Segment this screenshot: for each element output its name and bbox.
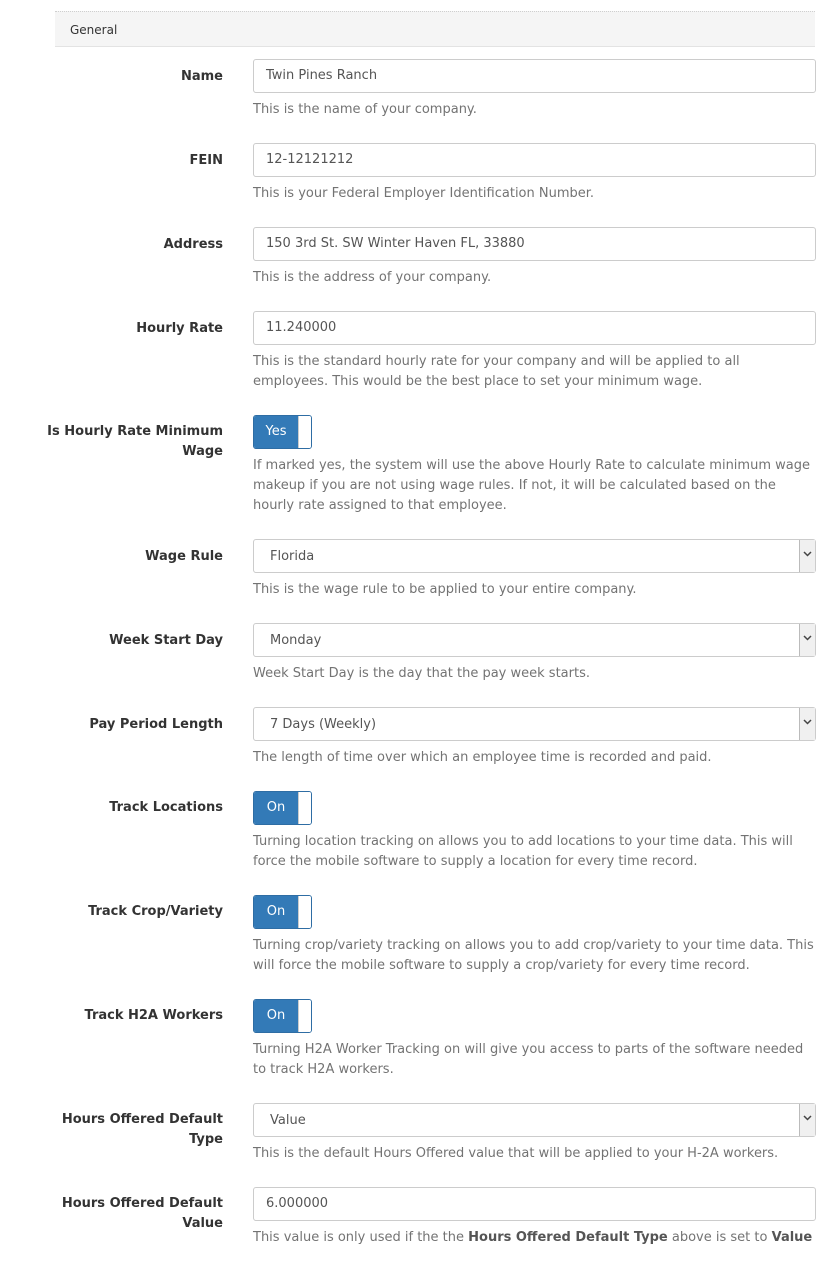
- pay-period-select[interactable]: [253, 707, 816, 741]
- help-text: This is the address of your company.: [253, 270, 492, 285]
- field-label: Hourly Rate: [136, 321, 223, 336]
- track-crop-toggle[interactable]: [253, 895, 312, 929]
- track-locations-toggle[interactable]: [253, 791, 312, 825]
- toggle-handle: [298, 1000, 312, 1032]
- help-prefix: This value is only used if the the: [253, 1230, 469, 1245]
- toggle-handle: [298, 416, 312, 448]
- help-text: Turning location tracking on allows you to add locations to your time data. This will force the mobile software to supply a location for every time record.: [253, 834, 793, 869]
- toggle-handle: [298, 792, 312, 824]
- field-label: Wage Rule: [145, 549, 223, 564]
- field-label: Week Start Day: [109, 633, 223, 648]
- toggle-handle: [298, 896, 312, 928]
- help-text: This is your Federal Employer Identification Number.: [253, 186, 595, 201]
- select-value: 7 Days (Weekly): [270, 717, 377, 732]
- help-middle: above is set to: [667, 1230, 772, 1245]
- field-label: Hours Offered Default Type: [61, 1112, 223, 1147]
- help-text: This is the default Hours Offered value that will be applied to your H-2A workers.: [253, 1146, 779, 1161]
- help-text: Turning crop/variety tracking on allows you to add crop/variety to your time data. This will force the mobile software to supply a crop/variety for every time record.: [253, 938, 814, 973]
- hours-type-select[interactable]: [253, 1103, 816, 1137]
- field-label: FEIN: [189, 153, 223, 168]
- address-input[interactable]: 150 3rd St. SW Winter Haven FL, 33880: [253, 227, 816, 261]
- chevron-down-icon[interactable]: [799, 624, 815, 656]
- select-value: Florida: [270, 549, 315, 564]
- chevron-down-icon[interactable]: [799, 540, 815, 572]
- chevron-down-icon[interactable]: [799, 708, 815, 740]
- field-label: Track H2A Workers: [84, 1008, 223, 1023]
- min-wage-toggle[interactable]: [253, 415, 312, 449]
- help-bold-value: Value: [771, 1230, 813, 1245]
- name-input[interactable]: Twin Pines Ranch: [253, 59, 816, 93]
- chevron-down-icon[interactable]: [799, 1104, 815, 1136]
- help-text: Week Start Day is the day that the pay week starts.: [253, 666, 590, 681]
- help-text: This is the name of your company.: [253, 102, 477, 117]
- field-label: Track Crop/Variety: [88, 904, 223, 919]
- select-value: Monday: [270, 633, 322, 648]
- field-label: Name: [180, 69, 223, 84]
- toggle-on-label: On: [254, 1000, 298, 1032]
- field-label: Address: [163, 237, 223, 252]
- section-title: General: [70, 23, 118, 37]
- week-start-select[interactable]: [253, 623, 816, 657]
- section-header: [55, 11, 815, 47]
- toggle-on-label: On: [254, 792, 298, 824]
- help-bold-type: Hours Offered Default Type: [468, 1230, 668, 1245]
- field-label: Hours Offered Default Value: [61, 1196, 223, 1231]
- track-h2a-toggle[interactable]: [253, 999, 312, 1033]
- field-label: Track Locations: [109, 800, 223, 815]
- field-label: Is Hourly Rate Minimum Wage: [47, 424, 223, 459]
- hourly-rate-input[interactable]: 11.240000: [253, 311, 816, 345]
- help-text: Turning H2A Worker Tracking on will give you access to parts of the software needed to track H2A workers.: [253, 1042, 804, 1077]
- toggle-on-label: Yes: [254, 416, 298, 448]
- field-label: Pay Period Length: [89, 717, 223, 732]
- help-text: The length of time over which an employee time is recorded and paid.: [253, 750, 712, 765]
- help-text: If marked yes, the system will use the above Hourly Rate to calculate minimum wage makeup if you are not using wage rules. If not, it will be calculated based on the hourly rate assigned to that employee.: [253, 458, 810, 513]
- help-text: [253, 1228, 816, 1248]
- hours-value-input[interactable]: 6.000000: [253, 1187, 816, 1221]
- help-text: This is the wage rule to be applied to your entire company.: [253, 582, 637, 597]
- select-value: Value: [270, 1113, 306, 1128]
- help-text: This is the standard hourly rate for your company and will be applied to all employees. This would be the best place to set your minimum wage.: [253, 354, 740, 389]
- fein-input[interactable]: 12-12121212: [253, 143, 816, 177]
- toggle-on-label: On: [254, 896, 298, 928]
- wage-rule-select[interactable]: [253, 539, 816, 573]
